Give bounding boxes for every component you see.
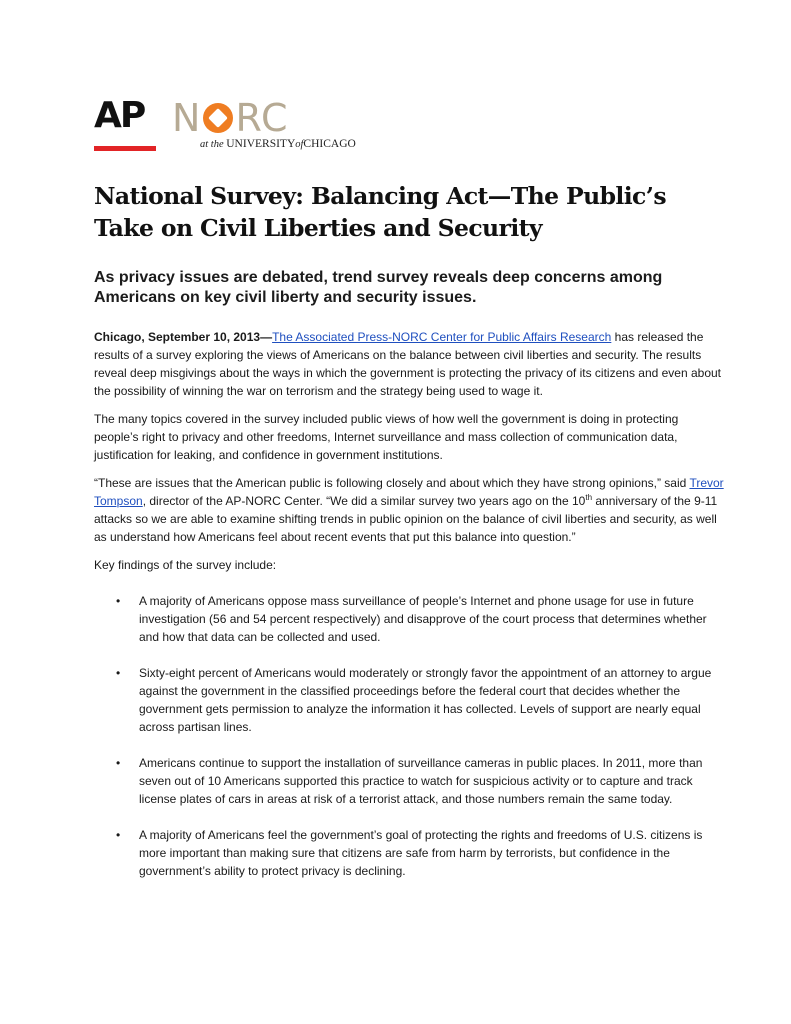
key-findings-list: [94, 592, 726, 898]
key-findings-intro: Key findings of the survey include:: [94, 558, 277, 572]
ordinal-superscript: th: [585, 493, 593, 502]
bullet-icon: •: [116, 828, 121, 842]
topics-paragraph: The many topics covered in the survey included public views of how well the government is doing in protecting people’s right to privacy and other freedoms, Internet surveillance and mass collection of communication data, justification for leaking, and confidence in government institutions.: [94, 412, 679, 462]
ap-norc-logo: [94, 96, 394, 158]
university-text: UNIVERSITY: [226, 138, 296, 150]
quote-middle: , director of the AP-NORC Center. “We did a similar survey two years ago on the 10: [142, 494, 586, 508]
quote-paragraph: [94, 474, 726, 546]
finding-item: [94, 592, 726, 646]
ap-red-bar: [94, 146, 156, 151]
ap-logo-text: AP: [94, 95, 145, 136]
subheadline: As privacy issues are debated, trend survey reveals deep concerns among Americans on key civil liberty and security issues.: [94, 269, 663, 306]
quote-end: anniversary of the 9-11 attacks so we are able to examine shifting trends in public opinion on the balance of civil liberties and security, as well as understand how Americans feel about recent events that put this balance into question.”: [94, 494, 718, 544]
finding-text: Americans continue to support the installation of surveillance cameras in public places. In 2011, more than seven out of 10 Americans supported this practice to watch for suspicious activity or to capture and track license plates of cars in areas at risk of a terrorist attack, and those numbers remain the same today.: [139, 756, 703, 806]
document-title: National Survey: Balancing Act—The Public’s Take on Civil Liberties and Security: [94, 182, 666, 242]
bullet-icon: •: [116, 666, 121, 680]
of-text: of: [295, 139, 304, 150]
finding-item: [94, 664, 726, 736]
norc-n: N: [172, 96, 202, 140]
finding-text: A majority of Americans oppose mass surveillance of people’s Internet and phone usage for use in future investigation (56 and 54 percent respectively) and disapprove of the court process that determines whether and how that data can be collected and used.: [139, 594, 707, 644]
bullet-icon: •: [116, 594, 121, 608]
finding-text: A majority of Americans feel the government’s goal of protecting the rights and freedoms of U.S. citizens is more important than making sure that citizens are safe from harm by terrorists, but confidence in the government’s ability to protect privacy is declining.: [139, 828, 703, 878]
intro-paragraph: [94, 328, 726, 400]
norc-rc: RC: [235, 96, 289, 140]
chicago-text: CHICAGO: [303, 138, 356, 150]
norc-orange-o-icon: [203, 103, 233, 133]
trevor-tompson-link[interactable]: Trevor Tompson: [94, 476, 724, 508]
norc-logo-text: [172, 98, 288, 138]
bullet-icon: •: [116, 756, 121, 770]
intro-text: has released the results of a survey exploring the views of Americans on the balance between civil liberties and security. The results reveal deep misgivings about the ways in which the government is protecting the privacy of its citizens and even about the possibility of winning the war on terrorism and the strategy being used to wage it.: [94, 330, 722, 398]
quote-start: “These are issues that the American public is following closely and about which they have strong opinions,” said: [94, 476, 690, 490]
finding-text: Sixty-eight percent of Americans would moderately or strongly favor the appointment of an attorney to argue against the government in the classified proceedings before the federal court that decides whether the government gets permission to analyze the information it has collected. Levels of support are nearly equal across partisan lines.: [139, 666, 712, 734]
finding-item: [94, 754, 726, 808]
ap-norc-center-link[interactable]: The Associated Press-NORC Center for Public Affairs Research: [272, 330, 612, 344]
dateline: Chicago, September 10, 2013—: [94, 330, 273, 344]
finding-item: [94, 826, 726, 880]
university-of-chicago-wordmark: [200, 138, 356, 150]
at-the-text: at the: [200, 139, 227, 150]
